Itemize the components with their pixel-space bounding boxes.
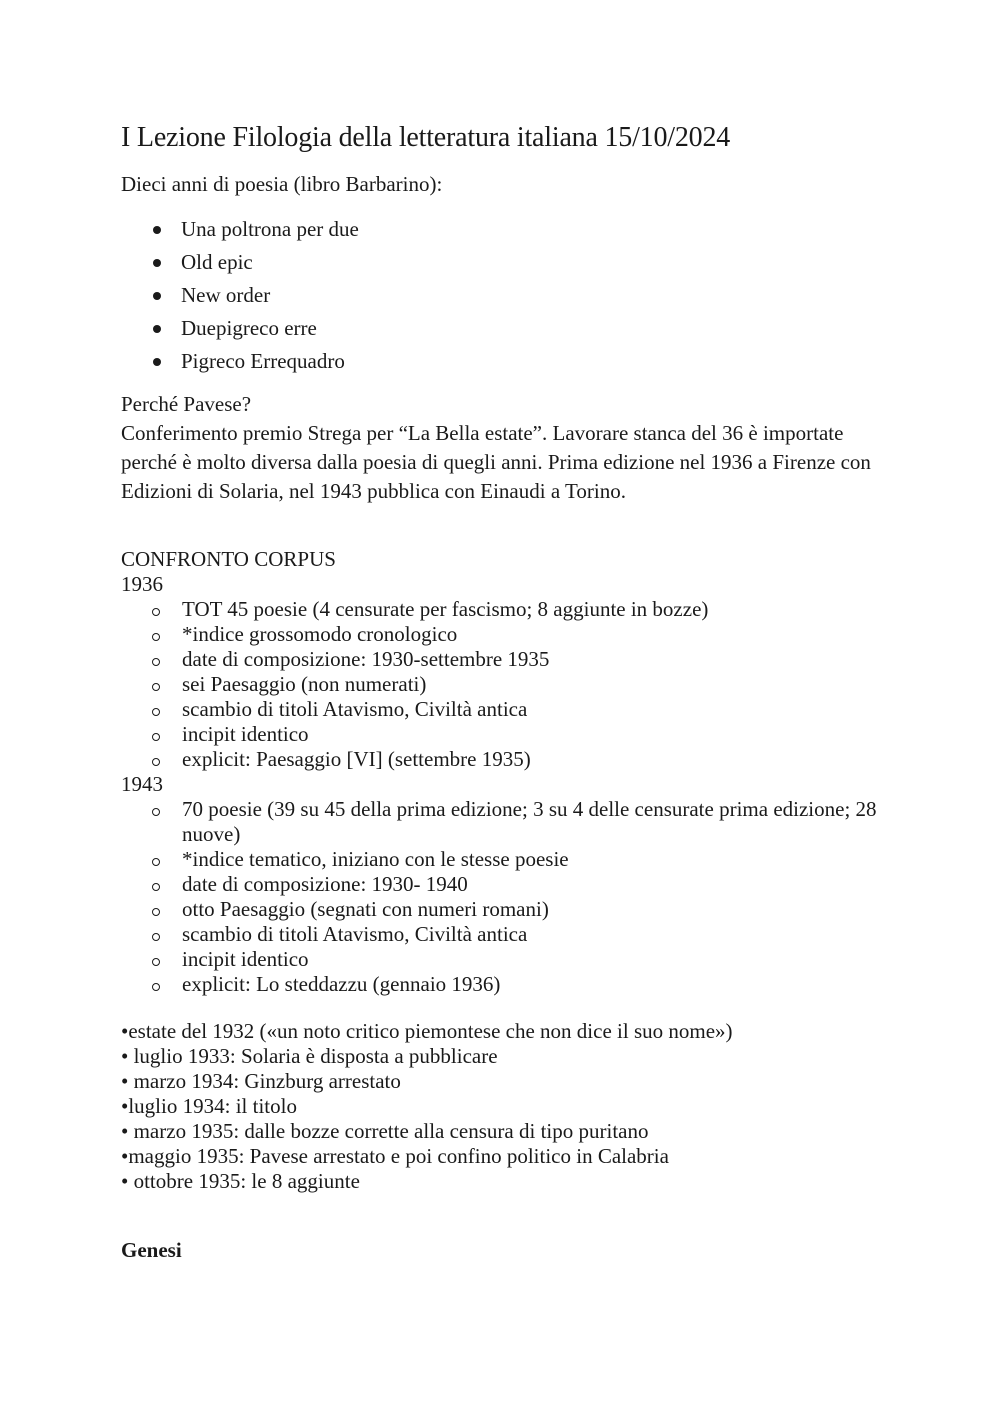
circle-bullet-icon xyxy=(152,933,160,941)
corpus-heading: CONFRONTO CORPUS xyxy=(121,547,336,571)
edition-year-1936: 1936 xyxy=(121,572,163,596)
list-item: Duepigreco erre xyxy=(121,313,359,346)
circle-bullet-icon xyxy=(152,608,160,616)
list-item: 70 poesie (39 su 45 della prima edizione; 3 su 4 delle censurate prima edizione; 28 nuove) xyxy=(121,797,881,847)
circle-bullet-icon xyxy=(152,958,160,966)
timeline-item: •luglio 1934: il titolo xyxy=(121,1094,297,1118)
edition-year-1943: 1943 xyxy=(121,772,163,796)
edition-1943-list xyxy=(121,797,881,997)
list-item: *indice grossomodo cronologico xyxy=(121,622,881,647)
pavese-section xyxy=(121,390,881,506)
list-item: New order xyxy=(121,280,359,313)
circle-bullet-icon xyxy=(152,858,160,866)
list-item: Una poltrona per due xyxy=(121,214,359,247)
timeline-section xyxy=(121,1019,901,1194)
circle-bullet-icon xyxy=(152,983,160,991)
timeline-item: • marzo 1935: dalle bozze corrette alla censura di tipo puritano xyxy=(121,1119,649,1143)
circle-bullet-icon xyxy=(152,708,160,716)
corpus-section xyxy=(121,547,881,997)
circle-bullet-icon xyxy=(152,883,160,891)
intro-text: Dieci anni di poesia (libro Barbarino): xyxy=(121,172,443,196)
circle-bullet-icon xyxy=(152,733,160,741)
list-item: TOT 45 poesie (4 censurate per fascismo; 8 aggiunte in bozze) xyxy=(121,597,881,622)
circle-bullet-icon xyxy=(152,808,160,816)
edition-1936-list xyxy=(121,597,881,772)
list-item: scambio di titoli Atavismo, Civiltà antica xyxy=(121,697,881,722)
list-item: otto Paesaggio (segnati con numeri romani) xyxy=(121,897,881,922)
circle-bullet-icon xyxy=(152,683,160,691)
list-item: date di composizione: 1930- 1940 xyxy=(121,872,881,897)
list-item: Old epic xyxy=(121,247,359,280)
timeline-item: •estate del 1932 («un noto critico piemontese che non dice il suo nome») xyxy=(121,1019,733,1043)
document-title: I Lezione Filologia della letteratura italiana 15/10/2024 xyxy=(121,122,731,153)
bullet-icon xyxy=(153,358,161,366)
bullet-icon xyxy=(153,259,161,267)
list-item: date di composizione: 1930-settembre 1935 xyxy=(121,647,881,672)
pavese-paragraph: Conferimento premio Strega per “La Bella estate”. Lavorare stanca del 36 è importate perché è molto diversa dalla poesia di quegli anni. Prima edizione nel 1936 a Firenze con Edizioni di Solaria, nel 1943 pubblica con Einaudi a Torino. xyxy=(121,421,871,503)
section-heading-genesi: Genesi xyxy=(121,1238,182,1262)
list-item: Pigreco Errequadro xyxy=(121,346,359,379)
list-item: explicit: Paesaggio [VI] (settembre 1935) xyxy=(121,747,881,772)
timeline-item: • marzo 1934: Ginzburg arrestato xyxy=(121,1069,401,1093)
bullet-icon xyxy=(153,226,161,234)
circle-bullet-icon xyxy=(152,908,160,916)
circle-bullet-icon xyxy=(152,658,160,666)
timeline-item: •maggio 1935: Pavese arrestato e poi confino politico in Calabria xyxy=(121,1144,669,1168)
list-item: incipit identico xyxy=(121,722,881,747)
list-item: *indice tematico, iniziano con le stesse poesie xyxy=(121,847,881,872)
circle-bullet-icon xyxy=(152,758,160,766)
list-item: sei Paesaggio (non numerati) xyxy=(121,672,881,697)
list-item: explicit: Lo steddazzu (gennaio 1936) xyxy=(121,972,881,997)
bullet-icon xyxy=(153,325,161,333)
list-item: scambio di titoli Atavismo, Civiltà antica xyxy=(121,922,881,947)
bullet-icon xyxy=(153,292,161,300)
circle-bullet-icon xyxy=(152,633,160,641)
list-item: incipit identico xyxy=(121,947,881,972)
pavese-question: Perché Pavese? xyxy=(121,392,252,416)
timeline-item: • luglio 1933: Solaria è disposta a pubblicare xyxy=(121,1044,498,1068)
timeline-item: • ottobre 1935: le 8 aggiunte xyxy=(121,1169,360,1193)
album-list xyxy=(121,214,359,379)
